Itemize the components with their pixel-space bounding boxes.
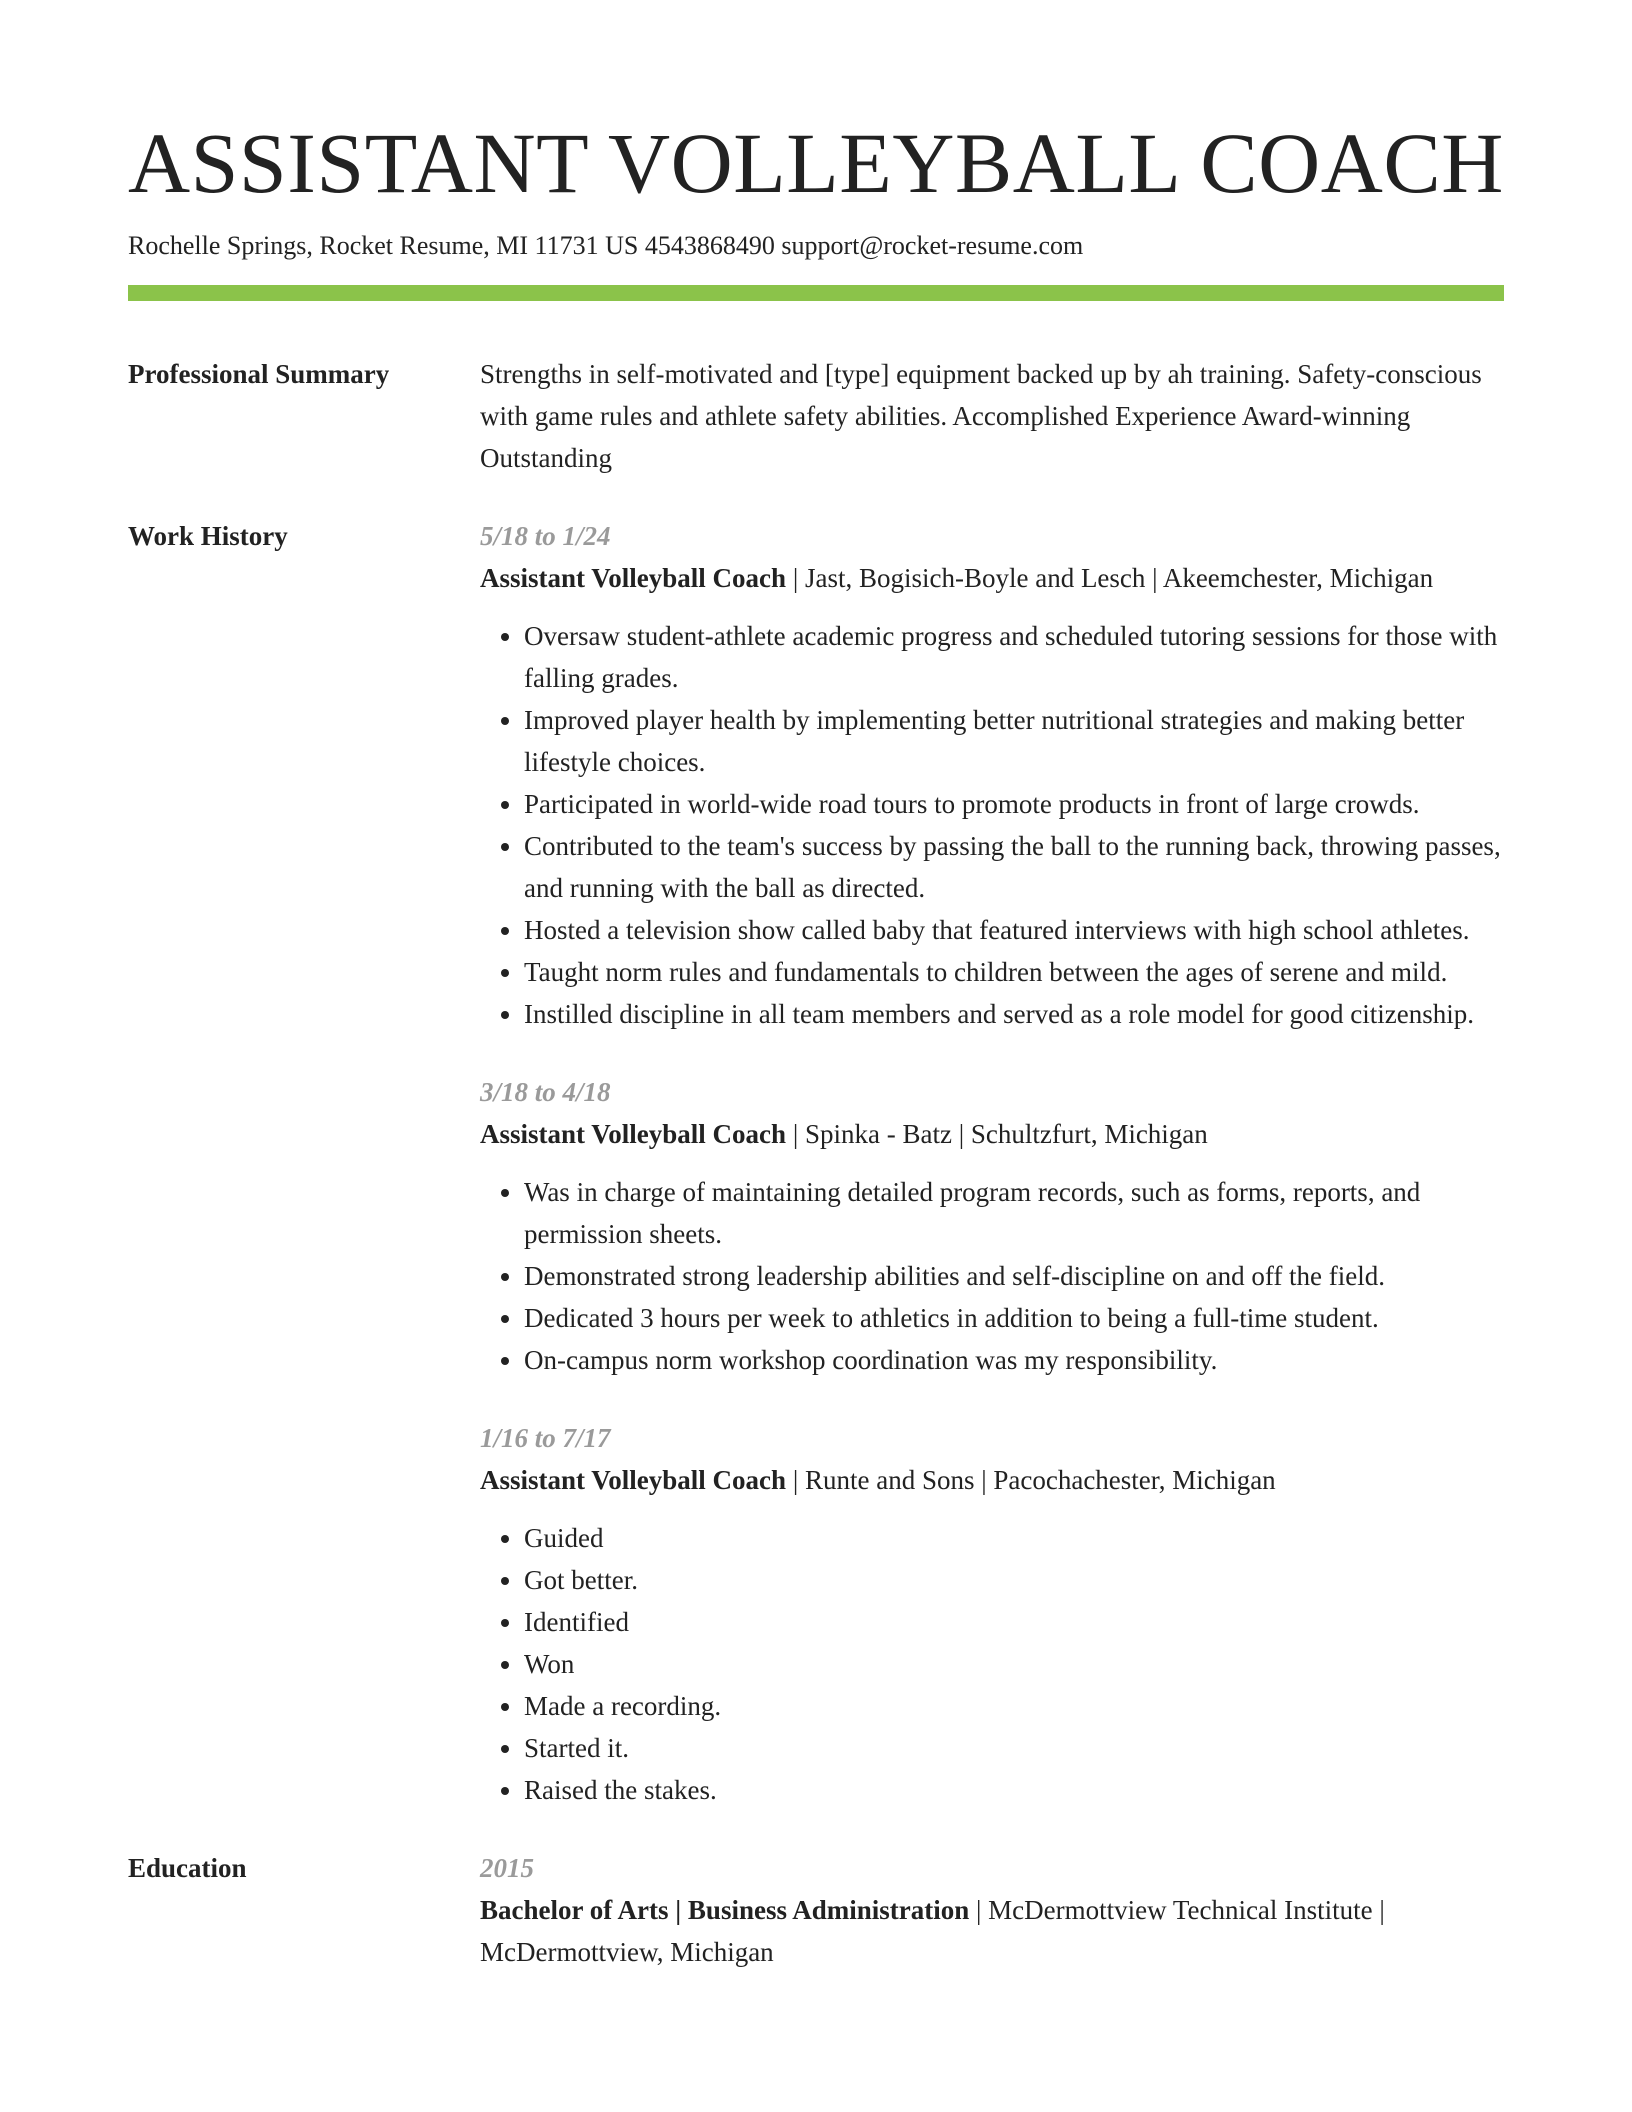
- job-title: Assistant Volleyball Coach: [480, 1119, 787, 1150]
- job-bullets: [480, 1171, 1504, 1381]
- education-details: | McDermottview Technical Institute | McDermottview, Michigan: [480, 1895, 1385, 1968]
- job-bullet: • Dedicated 3 hours per week to athletics in addition to being a full-time student.: [524, 1297, 1504, 1339]
- job-bullet: • Won: [524, 1643, 1504, 1685]
- section-education: [128, 1847, 1504, 1973]
- job-bullet: • Made a recording.: [524, 1685, 1504, 1727]
- job-details: | Spinka - Batz | Schultzfurt, Michigan: [786, 1119, 1208, 1150]
- job-bullet: • Demonstrated strong leadership abilities and self-discipline on and off the field.: [524, 1255, 1504, 1297]
- job-role-line: [480, 557, 1504, 599]
- job-entry-3: [480, 1417, 1504, 1811]
- job-bullet: • Improved player health by implementing better nutritional strategies and making better lifestyle choices.: [524, 699, 1504, 783]
- job-bullet: • Identified: [524, 1601, 1504, 1643]
- job-bullet: • Instilled discipline in all team members and served as a role model for good citizenship.: [524, 993, 1504, 1035]
- job-bullet: • Contributed to the team's success by passing the ball to the running back, throwing passes, and running with the ball as directed.: [524, 825, 1504, 909]
- contact-line: Rochelle Springs, Rocket Resume, MI 11731 US 4543868490 support@rocket-resume.com: [128, 231, 1084, 260]
- job-bullet: • Participated in world-wide road tours to promote products in front of large crowds.: [524, 783, 1504, 825]
- job-bullets: [480, 1517, 1504, 1811]
- job-dates: 5/18 to 1/24: [480, 521, 611, 552]
- job-bullet: • Guided: [524, 1517, 1504, 1559]
- job-bullet: • Taught norm rules and fundamentals to children between the ages of serene and mild.: [524, 951, 1504, 993]
- job-title: Assistant Volleyball Coach: [480, 563, 787, 594]
- work-history-body: [480, 515, 1504, 1811]
- job-role-line: [480, 1459, 1504, 1501]
- education-degree: Bachelor of Arts | Business Administration: [480, 1895, 970, 1926]
- section-label-work-history: Work History: [128, 521, 288, 552]
- job-bullet: • Was in charge of maintaining detailed program records, such as forms, reports, and permission sheets.: [524, 1171, 1504, 1255]
- job-bullets: [480, 615, 1504, 1035]
- education-year: 2015: [480, 1853, 534, 1884]
- job-entry-1: [480, 515, 1504, 1035]
- job-details: | Runte and Sons | Pacochachester, Michigan: [786, 1465, 1276, 1496]
- job-bullet: • On-campus norm workshop coordination was my responsibility.: [524, 1339, 1504, 1381]
- section-work-history: [128, 515, 1504, 1811]
- section-label-summary: Professional Summary: [128, 359, 390, 390]
- job-details: | Jast, Bogisich-Boyle and Lesch | Akeemchester, Michigan: [786, 563, 1434, 594]
- summary-text: Strengths in self-motivated and [type] equipment backed up by ah training. Safety-conscious with game rules and athlete safety abilities. Accomplished Experience Award-winning Outstanding: [480, 359, 1482, 474]
- resume-title: ASSISTANT VOLLEYBALL COACH: [128, 115, 1504, 211]
- job-dates: 1/16 to 7/17: [480, 1423, 611, 1454]
- job-dates: 3/18 to 4/18: [480, 1077, 611, 1108]
- job-title: Assistant Volleyball Coach: [480, 1465, 787, 1496]
- job-bullet: • Got better.: [524, 1559, 1504, 1601]
- job-bullet: • Started it.: [524, 1727, 1504, 1769]
- section-professional-summary: [128, 353, 1504, 479]
- section-label-education: Education: [128, 1853, 247, 1884]
- resume-page: [128, 115, 1504, 1973]
- job-bullet: • Oversaw student-athlete academic progress and scheduled tutoring sessions for those with falling grades.: [524, 615, 1504, 699]
- job-bullet: • Raised the stakes.: [524, 1769, 1504, 1811]
- education-body: [480, 1847, 1504, 1973]
- job-entry-2: [480, 1071, 1504, 1381]
- job-bullet: • Hosted a television show called baby that featured interviews with high school athletes.: [524, 909, 1504, 951]
- education-line: [480, 1889, 1504, 1973]
- accent-divider: [128, 285, 1504, 301]
- job-role-line: [480, 1113, 1504, 1155]
